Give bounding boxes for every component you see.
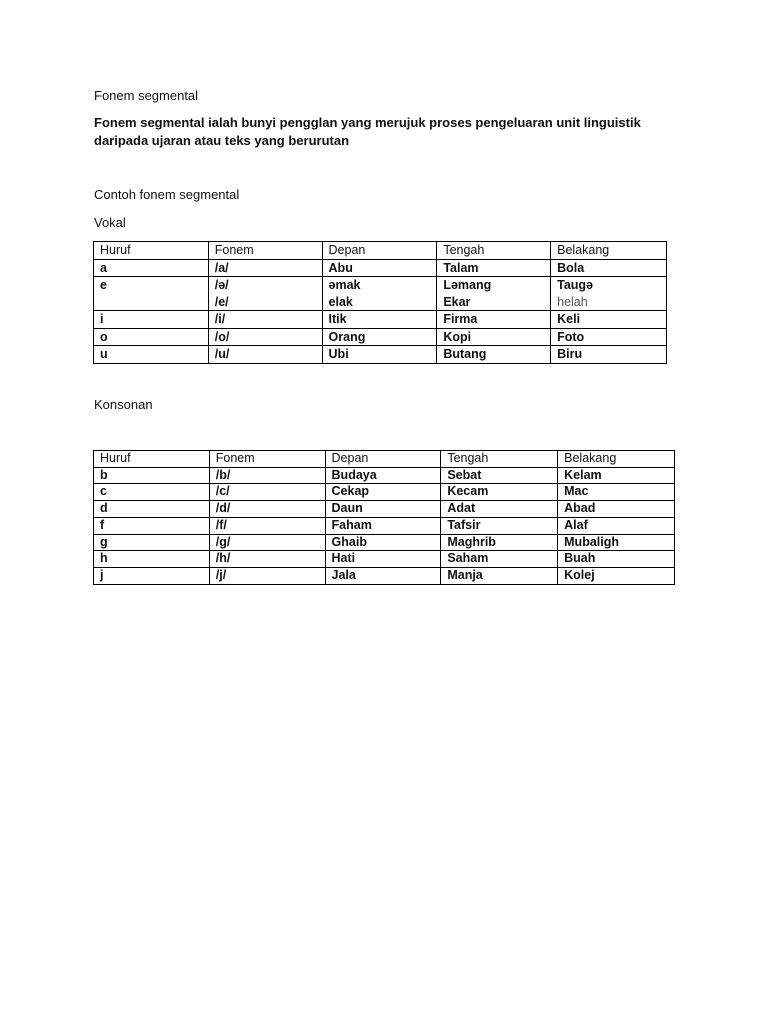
cell-tengah <box>437 259 551 277</box>
cell-depan: Daun <box>325 501 441 518</box>
document-title: Fonem segmental <box>94 88 199 103</box>
cell-line: Bola <box>557 260 585 275</box>
cell-belakang: Kolej <box>558 567 675 584</box>
table-row <box>94 277 667 311</box>
cell-line: əmak <box>328 278 361 292</box>
definition-paragraph: Fonem segmental ialah bunyi pengglan yang merujuk proses pengeluaran unit linguistik daripada ujaran atau teks yang berurutan <box>94 115 641 148</box>
table-row <box>94 484 675 501</box>
table-row <box>94 551 675 568</box>
cell-fonem: /c/ <box>209 484 325 501</box>
cell-line: Foto <box>557 329 585 344</box>
cell-huruf: b <box>94 467 210 484</box>
cell-belakang: Buah <box>558 551 675 568</box>
cell-belakang <box>551 328 667 346</box>
table-row <box>94 346 667 364</box>
cell-tengah: Maghrib <box>441 534 558 551</box>
table-row <box>94 501 675 518</box>
header-fonem: Fonem <box>208 242 322 260</box>
table-row <box>94 567 675 584</box>
table-row <box>94 259 667 277</box>
cell-line: /i/ <box>214 312 226 326</box>
cell-huruf: d <box>94 501 210 518</box>
cell-line: Ləmang <box>443 278 492 292</box>
examples-heading: Contoh fonem segmental <box>94 187 240 202</box>
cell-huruf: a <box>94 259 209 277</box>
cell-fonem <box>208 277 322 311</box>
cell-depan <box>322 259 437 277</box>
cell-line: elak <box>328 294 353 309</box>
table-row <box>94 467 675 484</box>
cell-line: Itik <box>328 312 347 326</box>
cell-line: /ə/ <box>214 278 229 292</box>
cell-line: /e/ <box>214 294 229 309</box>
cell-belakang <box>551 277 667 311</box>
cell-tengah: Saham <box>441 551 558 568</box>
cell-fonem <box>208 259 322 277</box>
cell-tengah: Sebat <box>441 467 558 484</box>
cell-huruf: j <box>94 567 210 584</box>
cell-belakang: Mac <box>558 484 675 501</box>
table-row <box>94 311 667 329</box>
cell-fonem: /j/ <box>209 567 325 584</box>
cell-line: /a/ <box>214 260 229 275</box>
cell-fonem: /d/ <box>209 501 325 518</box>
cell-line: Taugə <box>557 278 594 292</box>
header-depan: Depan <box>325 451 441 468</box>
cell-line: /o/ <box>214 329 230 344</box>
cell-belakang <box>551 346 667 364</box>
header-belakang: Belakang <box>551 242 667 260</box>
cell-depan <box>322 277 437 311</box>
cell-belakang: Abad <box>558 501 675 518</box>
cell-line: helah <box>557 294 588 309</box>
table-row <box>94 328 667 346</box>
cell-tengah <box>437 346 551 364</box>
header-fonem: Fonem <box>209 451 325 468</box>
cell-tengah: Kecam <box>441 484 558 501</box>
cell-huruf: e <box>94 277 209 311</box>
cell-line: Talam <box>443 260 479 275</box>
konsonan-label: Konsonan <box>94 397 153 412</box>
cell-fonem: /h/ <box>209 551 325 568</box>
konsonan-header-row <box>94 451 675 468</box>
vokal-table <box>93 241 667 364</box>
cell-huruf: i <box>94 311 209 329</box>
cell-line: Abu <box>328 260 353 275</box>
cell-huruf: g <box>94 534 210 551</box>
cell-line: Ekar <box>443 294 471 309</box>
cell-depan <box>322 328 437 346</box>
cell-line: Kopi <box>443 329 472 344</box>
cell-tengah <box>437 311 551 329</box>
konsonan-table <box>93 450 675 585</box>
cell-tengah <box>437 328 551 346</box>
cell-line: Biru <box>557 347 583 361</box>
header-belakang: Belakang <box>558 451 675 468</box>
cell-huruf: o <box>94 328 209 346</box>
cell-depan: Hati <box>325 551 441 568</box>
cell-depan: Faham <box>325 517 441 534</box>
cell-depan: Ghaib <box>325 534 441 551</box>
cell-belakang <box>551 311 667 329</box>
cell-depan <box>322 346 437 364</box>
header-huruf: Huruf <box>94 451 210 468</box>
cell-tengah: Manja <box>441 567 558 584</box>
header-depan: Depan <box>322 242 437 260</box>
cell-depan: Cekap <box>325 484 441 501</box>
cell-fonem: /b/ <box>209 467 325 484</box>
cell-line: Keli <box>557 312 581 326</box>
cell-huruf: h <box>94 551 210 568</box>
cell-line: Orang <box>328 329 366 344</box>
cell-huruf: f <box>94 517 210 534</box>
cell-huruf: c <box>94 484 210 501</box>
header-huruf: Huruf <box>94 242 209 260</box>
cell-depan: Budaya <box>325 467 441 484</box>
cell-tengah: Tafsir <box>441 517 558 534</box>
cell-fonem: /g/ <box>209 534 325 551</box>
header-tengah: Tengah <box>437 242 551 260</box>
header-tengah: Tengah <box>441 451 558 468</box>
table-row <box>94 534 675 551</box>
cell-belakang: Alaf <box>558 517 675 534</box>
cell-fonem <box>208 328 322 346</box>
cell-line: Butang <box>443 347 487 361</box>
table-row <box>94 517 675 534</box>
cell-belakang: Kelam <box>558 467 675 484</box>
cell-line: Firma <box>443 312 478 326</box>
cell-tengah: Adat <box>441 501 558 518</box>
cell-tengah <box>437 277 551 311</box>
vokal-header-row <box>94 242 667 260</box>
vokal-label: Vokal <box>94 215 126 230</box>
cell-belakang <box>551 259 667 277</box>
cell-huruf: u <box>94 346 209 364</box>
cell-fonem: /f/ <box>209 517 325 534</box>
cell-line: Ubi <box>328 347 349 361</box>
cell-belakang: Mubaligh <box>558 534 675 551</box>
cell-line: /u/ <box>214 347 230 361</box>
cell-depan <box>322 311 437 329</box>
cell-fonem <box>208 311 322 329</box>
cell-depan: Jala <box>325 567 441 584</box>
cell-fonem <box>208 346 322 364</box>
